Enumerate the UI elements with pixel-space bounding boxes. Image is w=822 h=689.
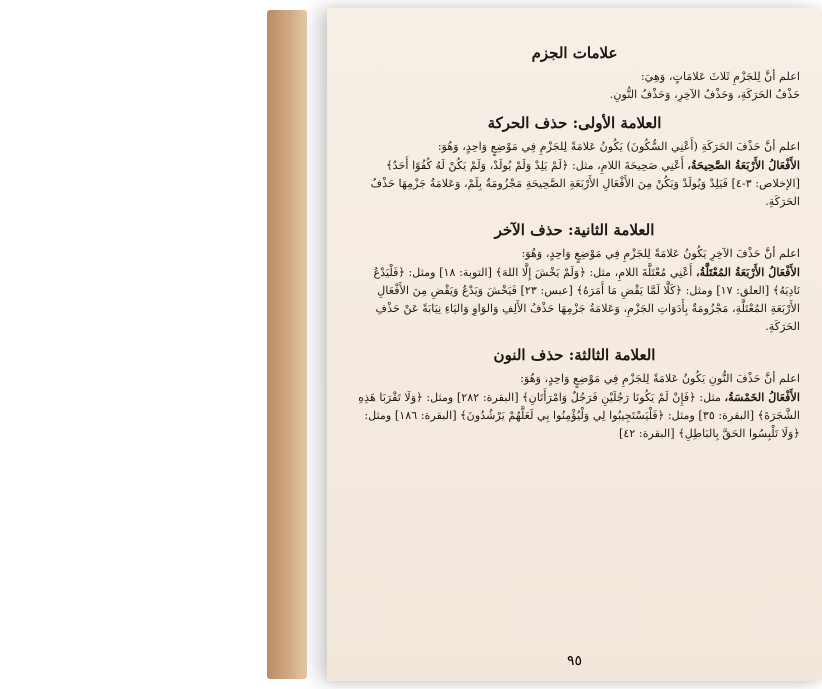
section-3-body: مثل: ﴿فَإِنْ لَمْ يَكُونَا رَجُلَيْنِ فَرَجُلٌ وَامْرَأَتَانِ﴾ [البقرة: ٢٨٢] ومثل: ﴿وَلَا تَقْرَبَا هَذِهِ الشَّجَرَةَ﴾ [البقرة: ٣٥] ومثل: ﴿فَلْيَسْتَجِيبُوا لِي وَلْيُؤْمِنُوا بِي لَعَلَّهُمْ يَرْشُدُونَ﴾ [البقرة: ١٨٦] ومثل: ﴿وَلَا تَلْبِسُوا الحَقَّ بِالبَاطِلِ﴾ [البقرة: ٤٢] bbox=[358, 391, 800, 440]
section-2-body: أَعْنِي مُعْتَلَّةَ اللامِ، مثل: ﴿وَلَمْ يَخْشَ إِلَّا اللهَ﴾ [التوبة: ١٨] ومثل: ﴿فَلْيَدْعُ نَادِيَهُ﴾ [العلق: ١٧] ومثل: ﴿كَلَّا لَمَّا يَقْضِ مَا أَمَرَهُ﴾ [عبس: ٢٣] فَيَخْشَ وَيَدْعُ وَيَقْضِ مِنَ الأَفْعَالِ الأَرْبَعَةِ المُعْتَلَّةِ، مَجْزُومَةٌ بِأَدَوَاتِ الجَزْمِ، وَعَلامَةُ جَزْمِهَا حَذْفُ الأَلِفِ وَالوَاوِ وَاليَاءِ نِيَابَةً عَنْ حَذْفِ الحَرَكَةِ. bbox=[373, 266, 800, 333]
section-1-intro: اعلم أنَّ حَذْفَ الحَرَكَةِ (أَعْنِي السُّكُونَ) يَكُونُ عَلامَةً لِلجَزْمِ فِي مَوْضِعٍ وَاحِدٍ، وَهُوَ: bbox=[437, 140, 800, 153]
section-1-paragraph bbox=[349, 138, 800, 211]
section-2-intro: اعلم أنَّ حَذْفَ الآخِرِ يَكُونُ عَلامَةً لِلجَزْمِ فِي مَوْضِعٍ وَاحِدٍ، وَهُوَ: bbox=[521, 247, 800, 260]
section-3-heading: العلامة الثالثة: حذف النون bbox=[493, 346, 656, 364]
page-title: علامات الجزم bbox=[531, 44, 618, 62]
book-page bbox=[327, 8, 822, 681]
book bbox=[227, 0, 800, 689]
intro-paragraph bbox=[349, 68, 800, 104]
section-1-heading: العلامة الأولى: حذف الحركة bbox=[487, 114, 662, 132]
section-3-intro: اعلم أنَّ حَذْفَ النُّونِ يَكُونُ عَلامَةً لِلجَزْمِ فِي مَوْضِعٍ وَاحِدٍ، وَهُوَ: bbox=[520, 372, 800, 385]
section-2-heading: العلامة الثانية: حذف الآخر bbox=[494, 221, 655, 239]
intro-line: اعلم أنَّ لِلجَزْمِ ثَلاثَ عَلامَاتٍ، وَهِيَ: bbox=[640, 70, 800, 83]
book-spine bbox=[267, 10, 307, 679]
intro-list: حَذْفُ الحَرَكَةِ، وَحَذْفُ الآخِرِ، وَحَذْفُ النُّونِ. bbox=[609, 88, 800, 101]
page-content bbox=[349, 44, 800, 641]
section-1-term: الأَفْعَالُ الأَرْبَعَةُ الصَّحِيحَةُ، bbox=[687, 158, 800, 172]
section-1-body: أَعْنِي صَحِيحَةَ اللامِ، مثل: ﴿لَمْ يَلِدْ وَلَمْ يُولَدْ، وَلَمْ يَكُنْ لَهُ كُفُوًا أَحَدٌ﴾ [الإخلاص: ٣-٤] فَيَلِدْ وَيُولَدْ وَيَكُنْ مِنَ الأَفْعَالِ الأَرْبَعَةِ الصَّحِيحَةِ مَجْزُومَةٌ بِلَمْ، وَعَلامَةُ جَزْمِهَا حَذْفُ الحَرَكَةِ. bbox=[370, 159, 800, 208]
section-3-term: الأَفْعَالُ الخَمْسَةُ، bbox=[724, 390, 800, 404]
page-number: ٩٥ bbox=[566, 653, 583, 669]
section-2-term: الأَفْعَالُ الأَرْبَعَةُ المُعْتَلَّةُ، bbox=[695, 265, 800, 279]
section-2-paragraph bbox=[349, 245, 800, 336]
section-3-paragraph bbox=[349, 370, 800, 443]
